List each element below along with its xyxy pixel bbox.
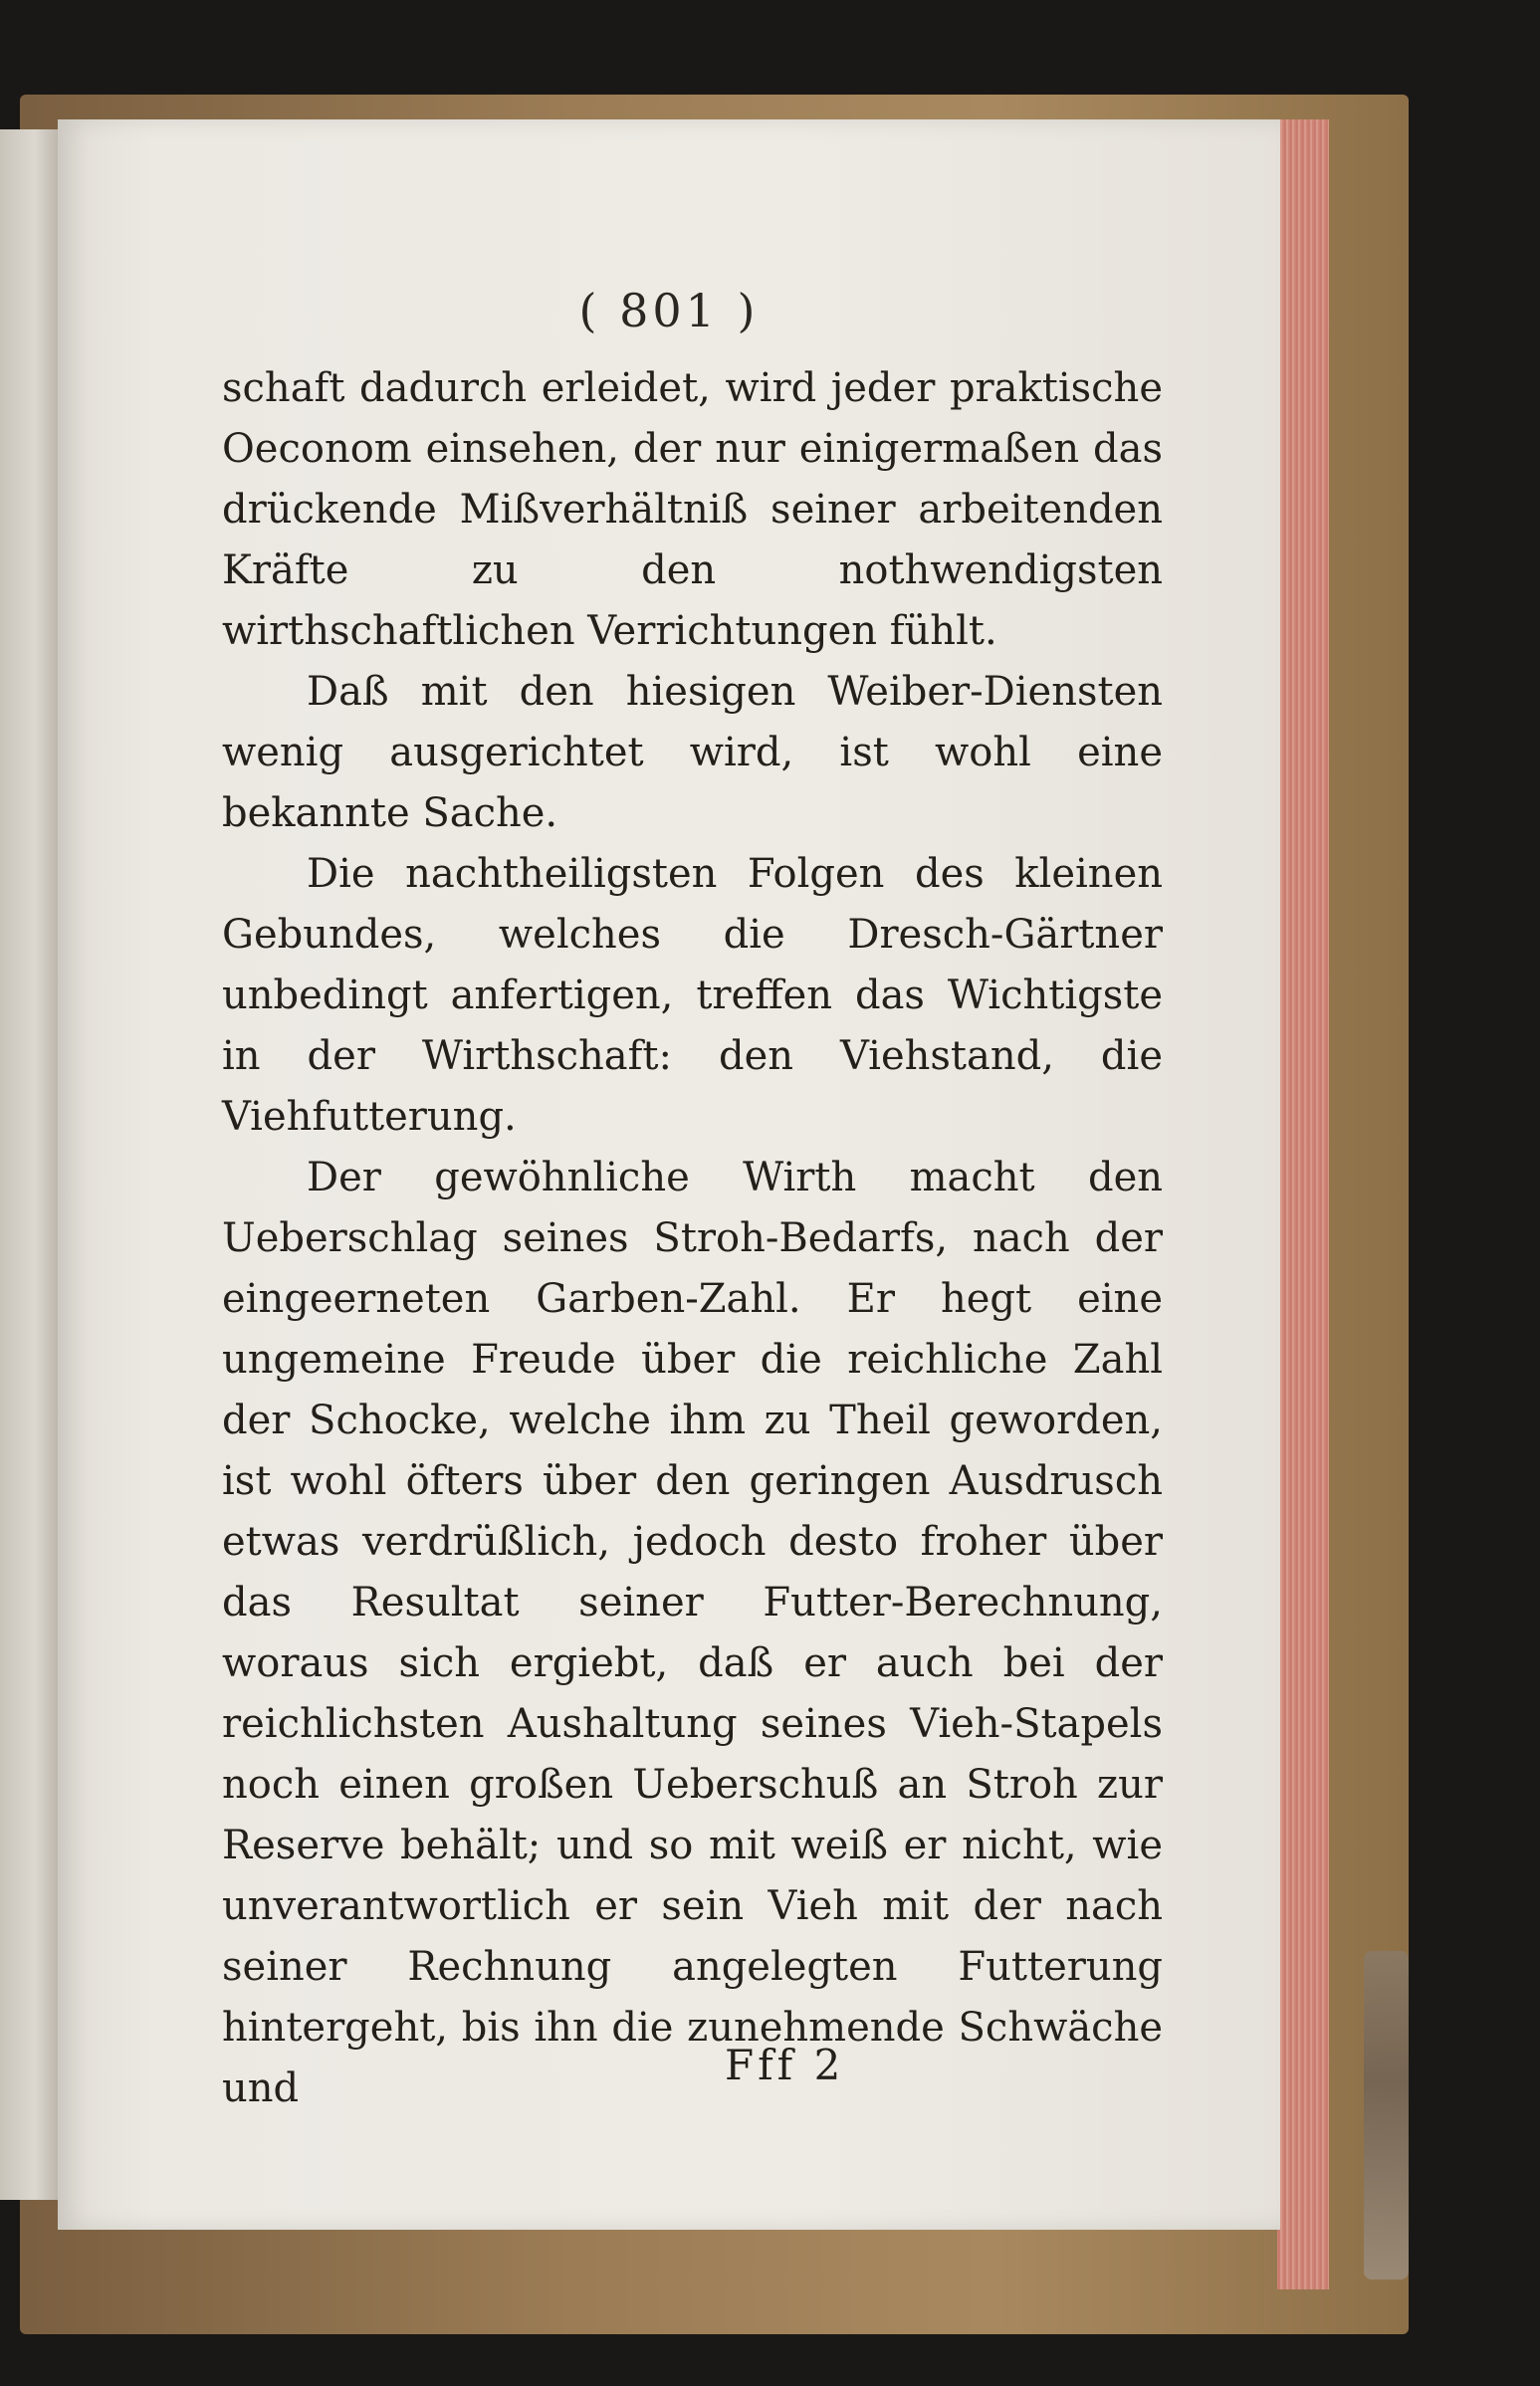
paragraph-2: Daß mit den hiesigen Weiber-Diensten wenig ausgerichtet wird, ist wohl eine bekannte Sache. (222, 669, 1163, 836)
facing-page-edge (0, 129, 58, 2200)
paragraph-1: schaft dadurch erleidet, wird jeder praktische Oeconom einsehen, der nur einigermaßen das drückende Mißverhältniß seiner arbeitenden Kräfte zu den nothwendigsten wirthschaftlichen Verrichtungen fühlt. (222, 365, 1163, 654)
paragraph-4: Der gewöhnliche Wirth macht den Ueberschlag seines Stroh-Bedarfs, nach der eingeerneten Garben-Zahl. Er hegt eine ungemeine Freude über die reichliche Zahl der Schocke, welche ihm zu Theil geworden, ist wohl öfters über den geringen Ausdrusch etwas verdrüßlich, jedoch desto froher über das Resultat seiner Futter-Berechnung, woraus sich ergiebt, daß er auch bei der reichlichsten Aushaltung seines Vieh-Stapels noch einen großen Ueberschuß an Stroh zur Reserve behält; und so mit weiß er nicht, wie unverantwortlich er sein Vieh mit der nach seiner Rechnung angelegten Futterung hintergeht, bis ihn die zunehmende Schwäche und (222, 1155, 1163, 2111)
page-block-edges (1277, 119, 1329, 2289)
page-body (222, 358, 1163, 2119)
signature-mark: Fff 2 (725, 2041, 845, 2089)
worn-cover-corner (1364, 1951, 1409, 2279)
book-page (58, 119, 1280, 2230)
page-number: ( 801 ) (578, 284, 760, 337)
paragraph-3: Die nachtheiligsten Folgen des kleinen Gebundes, welches die Dresch-Gärtner unbedingt anfertigen, treffen das Wichtigste in der Wirthschaft: den Viehstand, die Viehfutterung. (222, 851, 1163, 1140)
